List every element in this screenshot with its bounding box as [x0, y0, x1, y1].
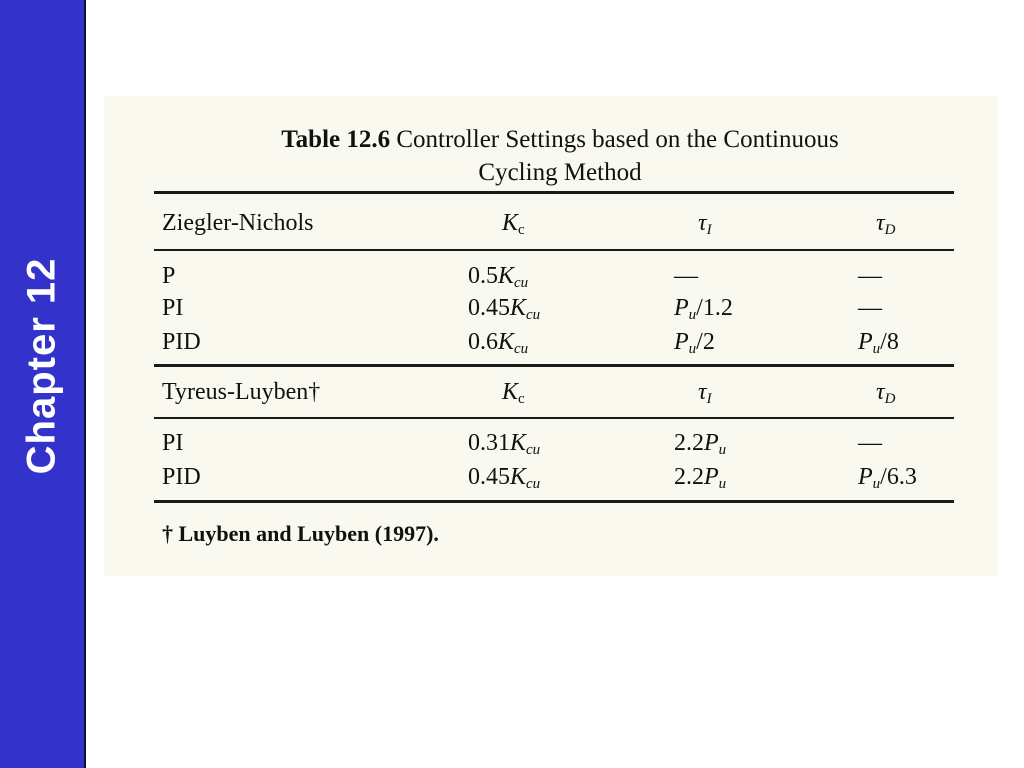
header-rule: [154, 249, 954, 251]
column-header-tau-d: $\tau_D$: [876, 379, 896, 407]
table-row: [104, 427, 998, 459]
table-row: [104, 461, 998, 493]
column-header-tau-d: $\tau_D$: [876, 210, 896, 238]
tau-d-value: $P_u/8$: [858, 329, 899, 357]
kc-value: $0.5K_{cu}$: [468, 263, 529, 291]
table-title-line1: Controller Settings based on the Continuous: [396, 126, 839, 153]
controller-type: PI: [162, 295, 184, 321]
tau-d-value: —: [858, 430, 882, 456]
table-row: [104, 326, 998, 358]
table-row: [104, 260, 998, 292]
table-number: Table 12.6: [281, 126, 391, 153]
tau-d-value: —: [858, 263, 882, 289]
section-divider-rule: [154, 364, 954, 367]
tau-i-value: $2.2P_u$: [674, 430, 727, 458]
column-header-kc: $K_c$: [502, 379, 525, 407]
tau-i-value: —: [674, 263, 698, 289]
tau-d-value: —: [858, 295, 882, 321]
kc-value: $0.45K_{cu}$: [468, 295, 541, 323]
controller-type: P: [162, 263, 176, 289]
controller-type: PID: [162, 329, 201, 355]
header-rule: [154, 417, 954, 419]
kc-value: $0.45K_{cu}$: [468, 464, 541, 492]
method-name: Tyreus-Luyben†: [162, 379, 321, 405]
table-row: [104, 292, 998, 324]
tau-i-value: $P_u/1.2$: [674, 295, 733, 323]
controller-type: PI: [162, 430, 184, 456]
kc-value: $0.31K_{cu}$: [468, 430, 541, 458]
table-title: [220, 123, 900, 189]
tau-i-value: $P_u/2$: [674, 329, 715, 357]
column-header-tau-i: $\tau_I$: [698, 210, 712, 238]
tau-d-value: $P_u/6.3$: [858, 464, 917, 492]
table-bottom-rule: [154, 500, 954, 503]
method-name: Ziegler-Nichols: [162, 210, 314, 236]
table-header-row: [104, 376, 998, 408]
column-header-kc: $K_c$: [502, 210, 525, 238]
tau-i-value: $2.2P_u$: [674, 464, 727, 492]
kc-value: $0.6K_{cu}$: [468, 329, 529, 357]
controller-type: PID: [162, 464, 201, 490]
table-image-panel: [104, 96, 998, 576]
table-top-rule: [154, 191, 954, 194]
chapter-label: Chapter 12: [19, 257, 64, 475]
table-footnote: † Luyben and Luyben (1997).: [162, 521, 439, 546]
column-header-tau-i: $\tau_I$: [698, 379, 712, 407]
table-title-line2: Cycling Method: [478, 159, 642, 186]
chapter-sidebar: [0, 0, 86, 768]
table-header-row: [104, 207, 998, 239]
